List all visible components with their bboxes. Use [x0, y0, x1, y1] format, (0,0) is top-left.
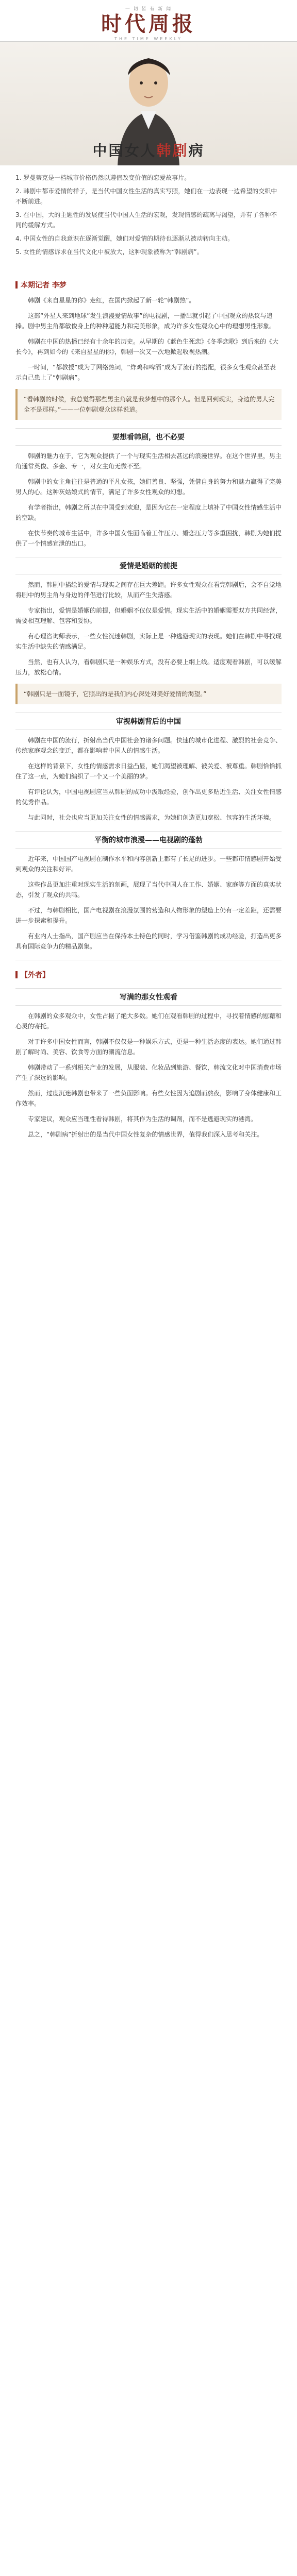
- section-heading: [15, 970, 282, 980]
- paragraph: 韩剧在中国的热播已经有十余年的历史。从早期的《蓝色生死恋》《冬季恋歌》到后来的《大长今》，再到如今的《来自星星的你》，韩剧一次又一次地掀起收视热潮。: [15, 338, 279, 355]
- summary-item: 4. 中国女性的自我意识在逐渐觉醒，她们对爱情的期待也逐渐从被动转向主动。: [15, 235, 234, 242]
- paragraph: 有评论认为，中国电视剧应当从韩剧的成功中汲取经验，创作出更多贴近生活、关注女性情感的优秀作品。: [15, 788, 282, 806]
- paragraph: 对于许多中国女性而言，韩剧不仅仅是一种娱乐方式，更是一种生活态度的表达。她们通过韩剧了解时尚、美容、饮食等方面的潮流信息。: [15, 1038, 282, 1056]
- paragraph: 韩剧在中国的流行，折射出当代中国社会的诸多问题。快速的城市化进程、激烈的社会竞争、传统家庭观念的变迁，都在影响着中国人的情感生活。: [15, 737, 282, 754]
- article-headline: [0, 140, 297, 160]
- paragraph: 韩剧中的女主角往往是普通的平凡女孩，她们善良、坚强，凭借自身的努力和魅力赢得了完美男人的心。这种灰姑娘式的情节，满足了许多女性观众的幻想。: [15, 478, 282, 496]
- section-heading-text: 【外者】: [21, 971, 50, 979]
- summary-item: 1. 罗曼蒂克是一档城市价格仍然以遵值改变价值的恋爱故事片。: [15, 174, 191, 181]
- summary-item: 3. 在中国，大的主题性的发展使当代中国人生活的宏观，发现情感的疏离与渴望，并有了各种不同的缓解方式。: [15, 211, 277, 229]
- paragraph: 韩剧的魅力在于，它为观众提供了一个与现实生活相去甚远的浪漫世界。在这个世界里，男主角通常英俊、多金、专一，对女主角无微不至。: [15, 452, 282, 470]
- subheading: 写满的那女性观看: [15, 988, 282, 1006]
- paragraph: 总之，“韩剧病”折射出的是当代中国女性复杂的情感世界，值得我们深入思考和关注。: [28, 1131, 263, 1138]
- heading-bar: [15, 971, 18, 978]
- article-body: [0, 265, 297, 1140]
- pull-quote: “韩剧只是一面镜子，它照出的是我们内心深处对美好爱情的渴望。”: [15, 684, 282, 704]
- headline-suffix: 病: [188, 142, 205, 159]
- paragraph: 在韩剧的众多观众中，女性占据了绝大多数。她们在观看韩剧的过程中，寻找着情感的慰藉和心灵的寄托。: [15, 1012, 282, 1030]
- paragraph: 有心理咨询师表示，一些女性沉迷韩剧，实际上是一种逃避现实的表现。她们在韩剧中寻找现实生活中缺失的情感满足。: [15, 633, 282, 650]
- section-heading-text: 本期记者 李梦: [21, 281, 67, 290]
- paragraph: 一时间，“都教授”成为了网络热词，“炸鸡和啤酒”成为了流行的搭配，很多女性观众甚至表示自己患上了“韩剧病”。: [15, 364, 276, 381]
- summary-item: 5. 女性的情感诉求在当代文化中被放大，这种现象被称为“韩剧病”。: [15, 248, 203, 256]
- paragraph: 专家指出，爱情是婚姻的前提，但婚姻不仅仅是爱情。现实生活中的婚姻需要双方共同经营，需要相互理解、包容和妥协。: [15, 607, 282, 624]
- summary-item: 2. 韩剧中都市爱情的样子，是当代中国女性生活的真实写照，她们在一边表现一边希望的交织中不断前进。: [15, 188, 277, 205]
- paragraph: 在这样的背景下，女性的情感需求日益凸显，她们渴望被理解、被关爱、被尊重。韩剧恰恰抓住了这一点，为她们编织了一个又一个美丽的梦。: [15, 762, 282, 780]
- section-heading: [15, 280, 282, 290]
- paragraph: 不过，与韩剧相比，国产电视剧在浪漫氛围的营造和人物形象的塑造上仍有一定差距，还需要进一步探索和提升。: [15, 907, 282, 924]
- paragraph: 近年来，中国国产电视剧在制作水平和内容创新上都有了长足的进步。一些都市情感剧开始受到观众的关注和好评。: [15, 855, 282, 873]
- paragraph: 有业内人士指出，国产剧应当在保持本土特色的同时，学习借鉴韩剧的成功经验，打造出更多具有国际竞争力的精品剧集。: [15, 933, 282, 950]
- masthead-english: THE TIME WEEKLY: [114, 37, 183, 41]
- paragraph: 然而，韩剧中描绘的爱情与现实之间存在巨大差距。许多女性观众在看完韩剧后，会不自觉地将剧中的男主角与身边的伴侣进行比较，从而产生失落感。: [15, 581, 282, 599]
- paragraph: 韩剧《来自星星的你》走红，在国内掀起了新一轮“韩剧热”。: [28, 297, 195, 304]
- subheading: 平衡的城市浪漫——电视剧的蓬勃: [15, 831, 282, 849]
- paragraph: 然而，过度沉迷韩剧也带来了一些负面影响。有些女性因为追剧而熬夜，影响了身体健康和工作效率。: [15, 1090, 282, 1107]
- paragraph: 这部“外星人来到地球”发生浪漫爱情故事”的电视剧，一播出就引起了中国观众的热议与追捧。剧中男主角都敏俊身上的种种超能力和完美形象，成为许多女性观众心中的理想男性形象。: [15, 312, 276, 330]
- subheading: 爱情是婚姻的前提: [15, 557, 282, 574]
- paragraph: 这些作品更加注重对现实生活的刻画，展现了当代中国人在工作、婚姻、家庭等方面的真实状态，引发了观众的共鸣。: [15, 881, 282, 899]
- header: [0, 0, 297, 42]
- summary-list: [0, 165, 297, 265]
- masthead-title: 时代周报: [101, 12, 196, 36]
- paragraph: 韩剧带动了一系列相关产业的发展，从服装、化妆品到旅游、餐饮，韩流文化对中国消费市场产生了深远的影响。: [15, 1064, 282, 1081]
- paragraph: 当然，也有人认为，看韩剧只是一种娱乐方式，没有必要上纲上线。适度观看韩剧，可以缓解压力，放松心情。: [15, 658, 282, 676]
- tagline: 一 切 皆 有 新 闻: [125, 7, 172, 12]
- paragraph: 专家建议，观众应当理性看待韩剧，将其作为生活的调剂，而不是逃避现实的港湾。: [28, 1115, 257, 1123]
- hero-banner: [0, 42, 297, 165]
- pull-quote: “看韩剧的时候，我总觉得那些男主角就是我梦想中的那个人。但是回到现实，身边的男人完全不是那样。”——一位韩剧观众这样说道。: [15, 389, 282, 420]
- subheading: 要想看韩剧，也不必要: [15, 428, 282, 446]
- paragraph: 在快节奏的城市生活中，许多中国女性面临着工作压力、婚恋压力等多重困扰，韩剧为她们提供了一个情感宣泄的出口。: [15, 530, 282, 547]
- paragraph: 有学者指出，韩剧之所以在中国受到欢迎，是因为它在一定程度上填补了中国女性情感生活中的空缺。: [15, 504, 282, 521]
- headline-prefix: 中国女人: [92, 142, 157, 159]
- heading-bar: [15, 281, 18, 289]
- subheading: 审视韩剧背后的中国: [15, 713, 282, 730]
- headline-accent: 韩剧: [156, 142, 189, 159]
- paragraph: 与此同时，社会也应当更加关注女性的情感需求，为她们创造更加宽松、包容的生活环境。: [28, 814, 276, 821]
